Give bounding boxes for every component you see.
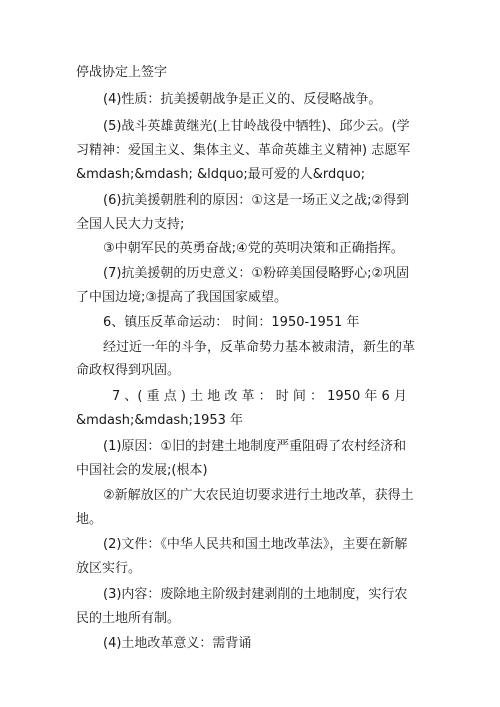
text-line: (5)战斗英雄黄继光(上甘岭战役中牺牲)、邱少云。(学 — [103, 119, 410, 134]
text-line: (7)抗美援朝的历史意义：①粉碎美国侵略野心;②巩固 — [103, 266, 410, 281]
text-line: 民的土地所有制。 — [76, 611, 181, 626]
text-line: ②新解放区的广大农民迫切要求进行土地改革，获得土 — [103, 488, 414, 503]
text-line: 放区实行。 — [76, 561, 142, 576]
text-line: &mdash;&mdash;1953 年 — [76, 413, 244, 428]
text-line: 7 、( 重 点 ) 土 地 改 革 ： 时 间 ： 1950 年 6 月 — [112, 389, 407, 404]
text-line: &mdash;&mdash; &ldquo;最可爱的人&rdquo; — [76, 167, 366, 182]
text-line: 全国人民大力支持; — [76, 217, 185, 232]
text-line: 6、镇压反革命运动： 时间：1950-1951 年 — [103, 315, 360, 330]
text-line: (2)文件：《中华人民共和国土地改革法》，主要在新解 — [103, 537, 408, 552]
text-line: 停战协定上签字 — [76, 65, 168, 80]
text-line: 了中国边境;③提高了我国国家威望。 — [76, 290, 288, 305]
text-line: (4)性质：抗美援朝战争是正义的、反侵略战争。 — [103, 92, 382, 107]
text-line: 经过近一年的斗争，反革命势力基本被肃清，新生的革 — [103, 340, 416, 355]
text-line: (6)抗美援朝胜利的原因：①这是一场正义之战;②得到 — [103, 193, 410, 208]
text-line: 命政权得到巩固。 — [76, 363, 181, 378]
text-line: ③中朝军民的英勇奋战;④党的英明决策和正确指挥。 — [103, 241, 404, 256]
text-line: (3)内容：废除地主阶级封建剥削的土地制度，实行农 — [103, 587, 408, 602]
text-line: 习精神：爱国主义、集体主义、革命英雄主义精神) 志愿军 — [76, 143, 411, 158]
text-line: 地。 — [76, 512, 103, 527]
text-line: (4)土地改革意义：需背诵 — [103, 636, 252, 651]
text-line: 中国社会的发展;(根本) — [76, 463, 208, 478]
text-line: (1)原因：①旧的封建土地制度严重阻碍了农村经济和 — [103, 439, 407, 454]
